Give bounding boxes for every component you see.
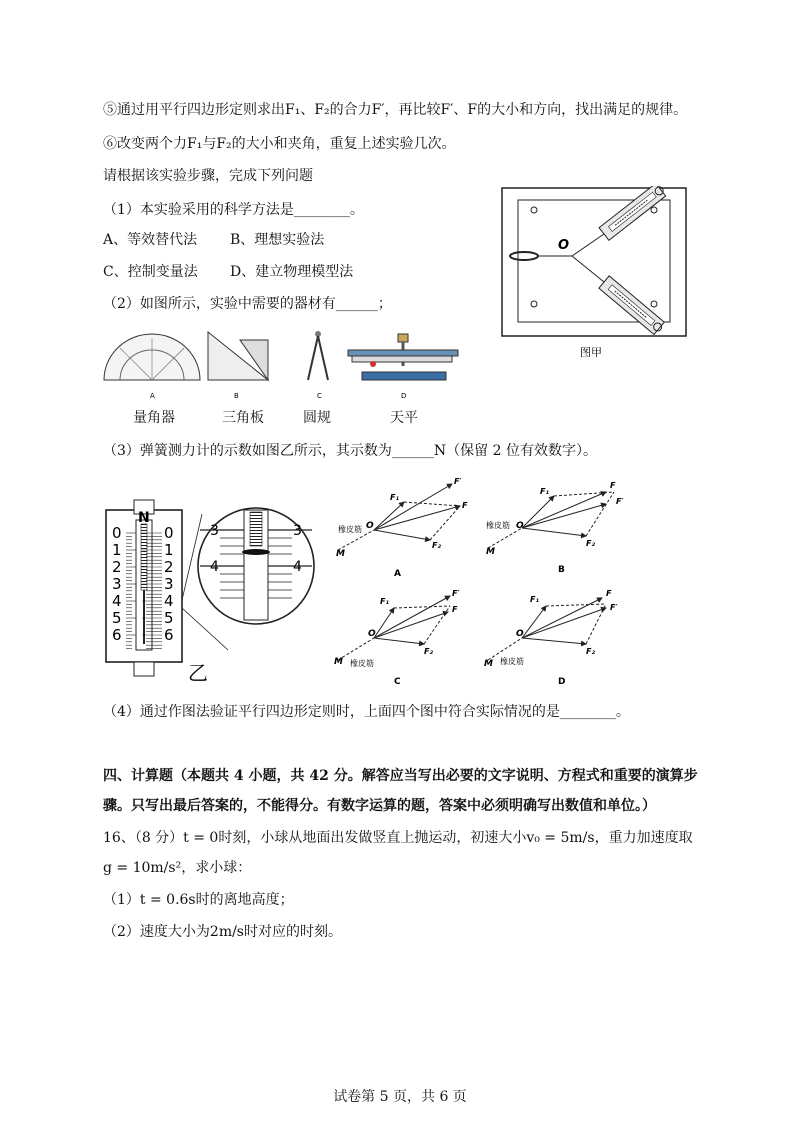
scale-tick-label: 2 — [112, 558, 122, 576]
c-rubber-label: 橡皮筋 — [350, 659, 374, 668]
tool-letter-d: D — [401, 392, 407, 400]
c-fp: F′ — [452, 589, 460, 598]
c-o: O — [368, 629, 376, 639]
tool-name-b: 三角板 — [222, 410, 264, 426]
zoom-label-4-right: 4 — [293, 559, 302, 575]
b-m: M — [486, 547, 495, 557]
a-f2: F₂ — [432, 541, 441, 550]
set-square-icon — [208, 332, 268, 380]
tool-name-d: 天平 — [390, 410, 418, 426]
scale-tick-label: 5 — [164, 609, 174, 627]
figure-jia — [500, 186, 690, 364]
section4-line2: 骤。只写出最后答案的，不能得分。有数字运算的题，答案中必须明确写出数值和单位。） — [103, 798, 656, 814]
tool-name-c: 圆规 — [303, 410, 331, 426]
a-label: A — [394, 569, 401, 579]
c-f2: F₂ — [424, 647, 433, 656]
q1-option-c: C、控制变量法 — [103, 264, 198, 280]
d-m: M — [484, 659, 493, 669]
page-footer: 试卷第 5 页，共 6 页 — [333, 1089, 467, 1105]
q1-option-b: B、理想实验法 — [230, 232, 325, 248]
q1-option-a: A、等效替代法 — [103, 232, 198, 248]
d-rubber-label: 橡皮筋 — [500, 657, 524, 666]
jia-point-o: O — [558, 238, 570, 253]
scale-tick-label: 4 — [112, 592, 122, 610]
section4-line1: 四、计算题（本题共 4 小题，共 42 分。解答应当写出必要的文字说明、方程式和重要的演算步 — [103, 768, 698, 784]
scale-tick-label: 2 — [164, 558, 174, 576]
q16-part2: （2）速度大小为2m/s时对应的时刻。 — [103, 924, 342, 940]
b-fp: F′ — [616, 497, 624, 506]
zoom-label-4-left: 4 — [210, 559, 219, 575]
tool-letter-b: B — [234, 392, 239, 400]
scale-tick-label: 3 — [112, 575, 122, 593]
b-f2: F₂ — [586, 539, 595, 548]
scale-tick-label: 6 — [164, 626, 174, 644]
q1-text: （1）本实验采用的科学方法是________。 — [103, 202, 364, 218]
q1-option-d: D、建立物理模型法 — [230, 264, 354, 280]
scale-tick-label: 6 — [112, 626, 122, 644]
scale-tick-label: 1 — [164, 541, 174, 559]
compass-icon — [308, 331, 328, 380]
diagram-b — [486, 481, 624, 575]
scale-tick-label: 4 — [164, 592, 174, 610]
d-f: F — [606, 589, 612, 598]
a-rubber-label: 橡皮筋 — [338, 525, 362, 534]
scale-tick-label: 1 — [112, 541, 122, 559]
tool-name-a: 量角器 — [133, 410, 175, 426]
diagram-d — [484, 589, 618, 687]
b-o: O — [516, 521, 524, 531]
step-6: ⑥改变两个力F₁与F₂的大小和夹角，重复上述实验几次。 — [103, 136, 456, 152]
b-rubber-label: 橡皮筋 — [486, 521, 510, 530]
diagram-c — [334, 589, 460, 687]
figure-yi — [100, 490, 320, 690]
scale-tick-label: 0 — [112, 524, 122, 542]
q3-text: （3）弹簧测力计的示数如图乙所示，其示数为______N（保留 2 位有效数字）。 — [103, 443, 597, 459]
c-m: M — [334, 657, 343, 667]
a-o: O — [366, 521, 374, 531]
a-fp: F′ — [454, 477, 462, 486]
a-f: F — [462, 501, 468, 510]
tool-letter-a: A — [150, 392, 155, 400]
q16-line2: g = 10m/s²，求小球： — [103, 860, 252, 876]
q16-line1: 16、（8 分）t = 0时刻，小球从地面出发做竖直上抛运动，初速大小v₀ = 5m/s，重力加速度取 — [103, 830, 693, 846]
a-m: M — [336, 549, 345, 559]
tool-letter-c: C — [317, 392, 322, 400]
yi-unit-label: N — [138, 510, 150, 526]
scale-tick-label: 3 — [164, 575, 174, 593]
d-label: D — [558, 677, 566, 687]
prompt-text: 请根据该实验步骤，完成下列问题 — [103, 168, 313, 184]
d-f1: F₁ — [530, 595, 539, 604]
q2-text: （2）如图所示，实验中需要的器材有______； — [103, 296, 392, 312]
diagram-a — [336, 477, 468, 579]
b-label: B — [558, 565, 565, 575]
step-5: ⑤通过用平行四边形定则求出F₁、F₂的合力F′，再比较F′、F的大小和方向，找出满足的规律。 — [103, 102, 688, 118]
balance-icon — [348, 334, 458, 380]
c-label: C — [394, 677, 401, 687]
vector-diagrams — [328, 472, 628, 692]
b-f: F — [610, 481, 616, 490]
d-fp: F′ — [610, 603, 618, 612]
d-f2: F₂ — [586, 647, 595, 656]
yi-caption: 乙 — [188, 661, 208, 685]
d-o: O — [516, 629, 524, 639]
b-f1: F₁ — [540, 487, 549, 496]
c-f1: F₁ — [380, 597, 389, 606]
c-f: F — [452, 605, 458, 614]
scale-tick-label: 5 — [112, 609, 122, 627]
tools-figure — [100, 328, 480, 404]
q4-text: （4）通过作图法验证平行四边形定则时，上面四个图中符合实际情况的是________。 — [103, 704, 630, 720]
scale-tick-label: 0 — [164, 524, 174, 542]
jia-caption: 图甲 — [580, 346, 602, 359]
protractor-icon — [104, 334, 200, 380]
zoom-label-3-right: 3 — [293, 523, 302, 539]
a-f1: F₁ — [390, 493, 399, 502]
q16-part1: （1）t = 0.6s时的离地高度； — [103, 892, 294, 908]
zoom-label-3-left: 3 — [210, 523, 219, 539]
